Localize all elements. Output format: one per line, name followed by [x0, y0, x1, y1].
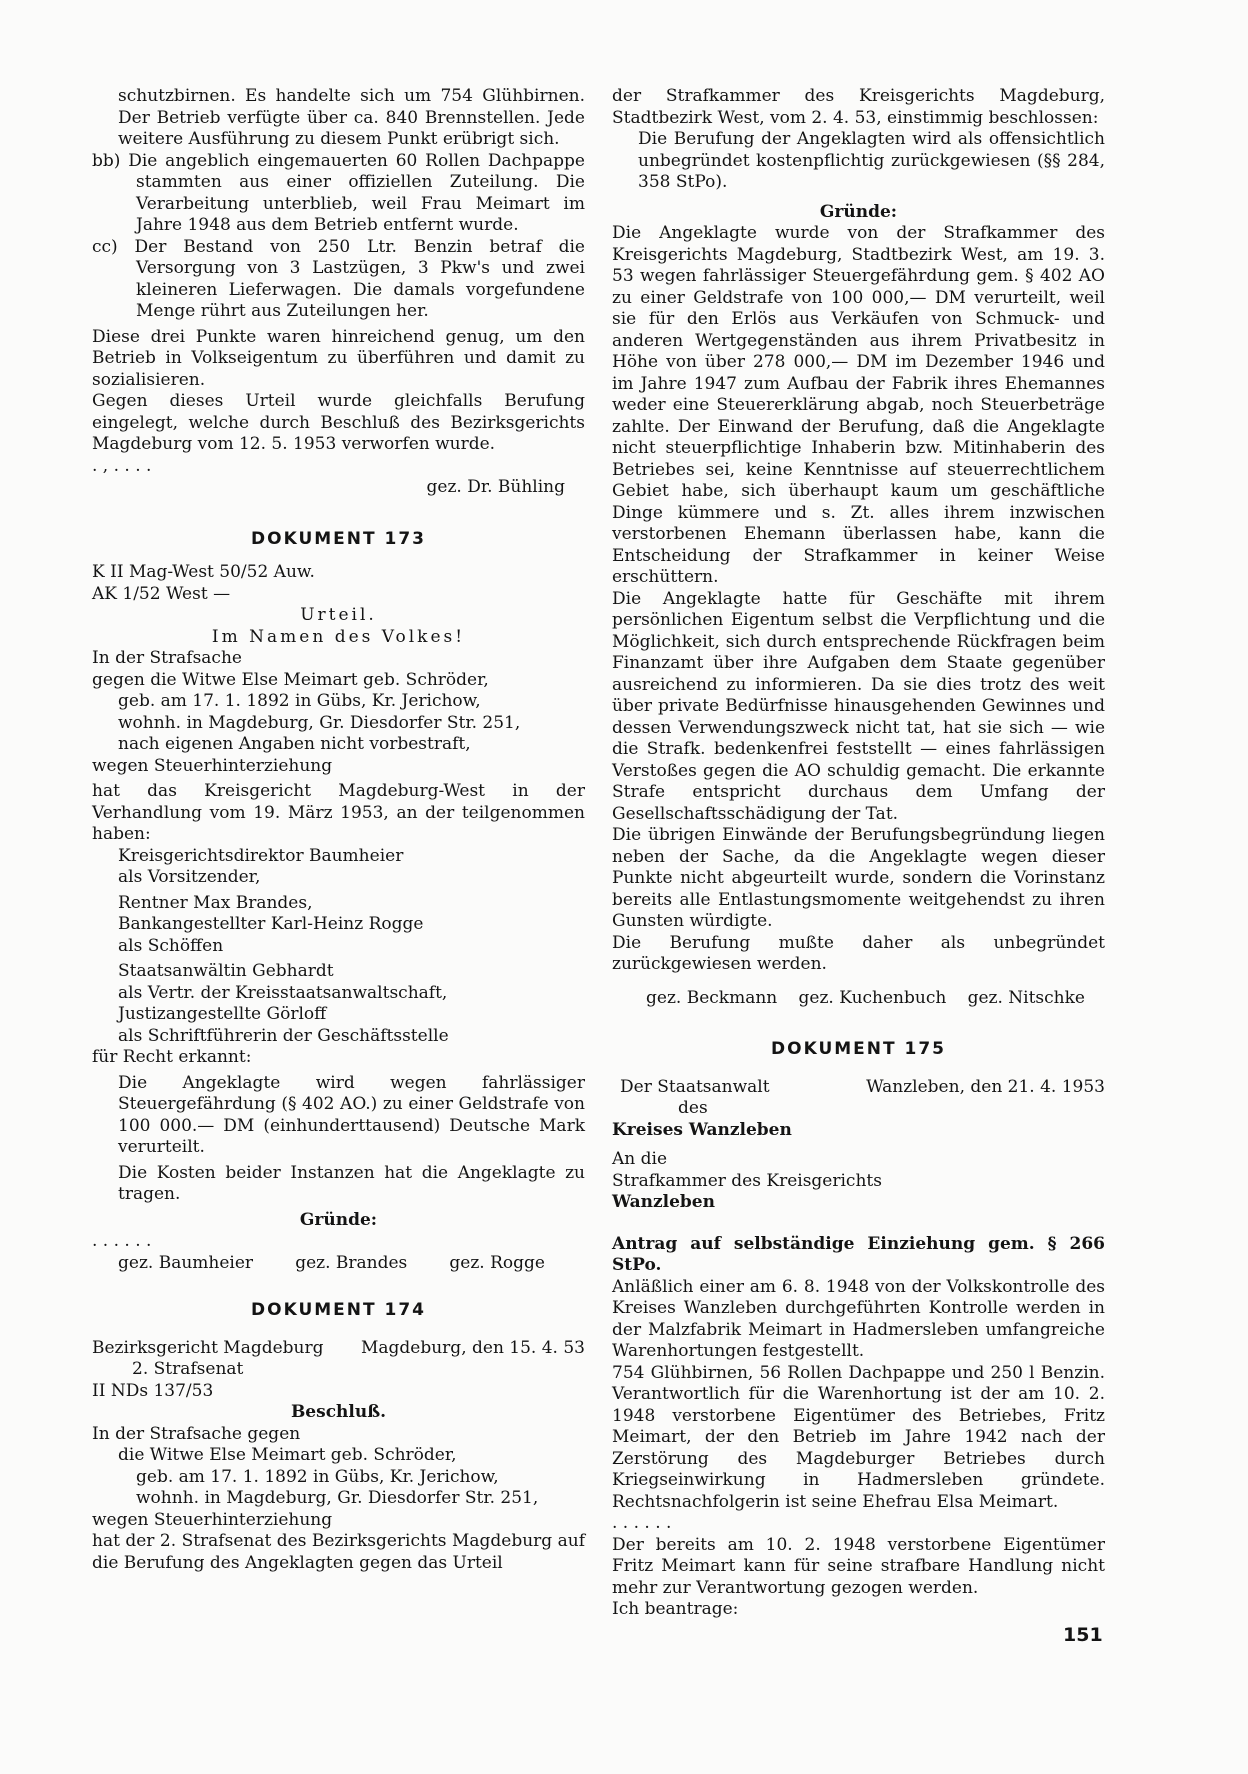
paragraph: hat der 2. Strafsenat des Bezirksgerichts Magdeburg auf die Berufung des Angeklagten gegen das Urteil — [92, 1531, 585, 1573]
section-heading: Beschluß. — [290, 1402, 387, 1422]
member-line: als Schriftführerin der Geschäftsstelle — [118, 1025, 449, 1046]
paragraph: Ich beantrage: — [612, 1599, 739, 1619]
paragraph: Die Angeklagte wurde von der Strafkammer des Kreisgerichts Magdeburg, Stadtbezirk West, am 19. 3. 53 wegen fahrlässiger Steuergefährdung gem. § 402 AO zu einer Geldstrafe von 100 000,— DM verurteilt, weil sie für den Erlös aus Verkäufen von Schmuck- und anderen Wertgegenständen aus ihrem Privatbesitz in Höhe von über 278 000,— DM im Dezember 1946 und im Jahre 1947 zum Aufbau der Fabrik ihres Ehemannes weder eine Steuererklärung abgab, noch Steuerbeträge zahlte. Der Einwand der Berufung, daß die Angeklagte nicht steuerpflichtige Inhaberin bzw. Mitinhaberin des Betriebes sei, keine Kenntnisse auf steuerrechtlichem Gebiet habe, sich überhaupt kaum um geschäftliche Dinge kümmere und s. Zt. alles ihrem inzwischen verstorbenen Ehemann überlassen habe, kann die Entscheidung der Strafkammer in keiner Weise erschüttern. — [612, 223, 1105, 587]
member-line: Justizangestellte Görloff — [118, 1004, 327, 1024]
section-heading: Gründe: — [819, 201, 898, 222]
paragraph: Diese drei Punkte waren hinreichend genug, um den Betrieb in Volkseigentum zu überführen und damit zu sozialisieren. — [92, 326, 585, 390]
text-line: gegen die Witwe Else Meimart geb. Schröder, — [92, 669, 489, 690]
judgment-title: Urteil. — [300, 605, 377, 625]
motion-title: Antrag auf selbständige Einziehung gem. § 266 StPo. — [612, 1233, 1105, 1275]
ellipsis: . . . . . . — [612, 1513, 672, 1533]
file-reference: K II Mag-West 50/52 Auw. — [92, 562, 315, 582]
signature-row — [92, 1253, 585, 1275]
list-item-bb: bb) Die angeblich eingemauerten 60 Rollen Dachpappe stammten aus einer offiziellen Zuteilung. Die Verarbeitung unterblieb, weil Frau Meimart im Jahre 1948 aus dem Betrieb entfernt wurde. — [92, 150, 585, 235]
signature: gez. Kuchenbuch — [798, 987, 947, 1008]
signature: gez. Baumheier — [118, 1252, 254, 1273]
address-line: Strafkammer des Kreisgerichts — [612, 1170, 882, 1191]
paragraph: Die übrigen Einwände der Berufungsbegründung liegen neben der Sache, da die Angeklagte wegen dieser Punkte nicht abgeurteilt wurde, sondern die Vorinstanz bereits alle Entlastungsmomente weitgehendst zu ihren Gunsten würdigte. — [612, 825, 1105, 931]
signature: gez. Rogge — [449, 1252, 545, 1273]
signature: gez. Nitschke — [967, 987, 1085, 1008]
text-line: geb. am 17. 1. 1892 in Gübs, Kr. Jerichow, — [118, 691, 481, 711]
signature: gez. Dr. Bühling — [426, 477, 565, 497]
paragraph: Anläßlich einer am 6. 8. 1948 von der Volkskontrolle des Kreises Wanzleben durchgeführten Kontrolle werden in der Malzfabrik Meimart in Hadmersleben umfangreiche Warenhortungen festgestellt. — [612, 1276, 1105, 1361]
paragraph: hat das Kreisgericht Magdeburg-West in der Verhandlung vom 19. März 1953, an der teilgenommen haben: — [92, 781, 585, 844]
sender-line: des — [678, 1098, 708, 1118]
address-line: An die — [612, 1149, 668, 1169]
paragraph: der Strafkammer des Kreisgerichts Magdeburg, Stadtbezirk West, vom 2. 4. 53, einstimmig beschlossen: — [612, 86, 1105, 128]
ellipsis: . , . . . . — [92, 455, 152, 476]
verdict-paragraph: Die Angeklagte wird wegen fahrlässiger Steuergefährdung (§ 402 AO.) zu einer Geldstrafe von 100 000.— DM (einhunderttausend) Deutsche Mark verurteilt. — [118, 1072, 585, 1157]
list-item-cc: cc) Der Bestand von 250 Ltr. Benzin betraf die Versorgung von 3 Lastzügen, 3 Pkw's und zwei kleineren Lieferwagen. Die damals vorgefundene Menge rührt aus Zuteilungen her. — [92, 236, 585, 321]
text-line: geb. am 17. 1. 1892 in Gübs, Kr. Jerichow, — [136, 1466, 499, 1487]
document-heading: DOKUMENT 173 — [251, 528, 426, 549]
sender-line: Der Staatsanwalt — [620, 1076, 770, 1097]
right-column — [612, 86, 1105, 1621]
text-line: wegen Steuerhinterziehung — [92, 1509, 333, 1530]
address-line: Wanzleben — [612, 1192, 715, 1212]
paragraph: 754 Glühbirnen, 56 Rollen Dachpappe und 250 l Benzin. Verantwortlich für die Warenhortung ist der am 10. 2. 1948 verstorbene Eigentümer des Betriebes, Fritz Meimart, der den Betrieb im Jahre 1942 nach der Zerstörung des Magdeburger Betriebes durch Kriegseinwirkung in Hadmersleben gründete. Rechtsnachfolgerin ist seine Ehefrau Elsa Meimart. — [612, 1362, 1105, 1512]
member-line: Kreisgerichtsdirektor Baumheier — [118, 845, 404, 866]
paragraph: Die Angeklagte hatte für Geschäfte mit ihrem persönlichen Eigentum selbst die Verpflichtung und die Möglichkeit, sich durch entsprechende Rückfragen beim Finanzamt über ihre Aufgaben dem Staate gegenüber ausreichend zu informieren. Da sie dies trotz des weit über private Bedürfnisse hinausgehenden Gewinnes und dessen Verwendungszweck nicht tat, hat sie sich — wie die Strafk. bedenkenfrei feststellt — eines fahrlässigen Verstoßes gegen die AO schuldig gemacht. Die erkannte Strafe entspricht durchaus dem Umfang der Gesellschaftsschädigung der Tat. — [612, 588, 1105, 824]
signature-row — [612, 988, 1105, 1010]
page-number: 151 — [1063, 1624, 1103, 1646]
date: Magdeburg, den 15. 4. 53 — [360, 1337, 585, 1358]
paragraph: Der bereits am 10. 2. 1948 verstorbene Eigentümer Fritz Meimart kann für seine strafbare Handlung nicht mehr zur Verantwortung gezogen werden. — [612, 1534, 1105, 1598]
text-line: wegen Steuerhinterziehung — [92, 755, 333, 776]
member-line: Bankangestellter Karl-Heinz Rogge — [118, 914, 424, 934]
member-line: als Vertr. der Kreisstaatsanwaltschaft, — [118, 982, 448, 1003]
ellipsis: . . . . . . — [92, 1231, 152, 1251]
date: Wanzleben, den 21. 4. 1953 — [866, 1076, 1105, 1097]
member-line: Staatsanwältin Gebhardt — [118, 961, 334, 981]
signature: gez. Beckmann — [646, 987, 778, 1008]
sender-line: Kreises Wanzleben — [612, 1119, 792, 1140]
left-column — [92, 86, 585, 1574]
signature: gez. Brandes — [295, 1252, 408, 1273]
member-line: als Vorsitzender, — [118, 867, 261, 887]
file-reference: AK 1/52 West — — [92, 583, 231, 604]
judgment-formula: Im Namen des Volkes! — [211, 626, 466, 647]
header-row — [612, 1077, 1105, 1142]
paragraph: Die Berufung mußte daher als unbegründet zurückgewiesen werden. — [612, 932, 1105, 974]
text-line: wohnh. in Magdeburg, Gr. Diesdorfer Str. 251, — [136, 1488, 539, 1508]
paragraph: Gegen dieses Urteil wurde gleichfalls Berufung eingelegt, welche durch Beschluß des Bezirksgerichts Magdeburg vom 12. 5. 1953 verworfen wurde. — [92, 391, 585, 454]
sender-block — [612, 1077, 792, 1142]
text-line: wohnh. in Magdeburg, Gr. Diesdorfer Str. 251, — [118, 712, 521, 733]
document-heading: DOKUMENT 174 — [251, 1300, 426, 1320]
text-line: 2. Strafsenat — [132, 1359, 244, 1379]
text-line: In der Strafsache — [92, 648, 242, 668]
section-heading: Gründe: — [299, 1209, 378, 1230]
member-line: Rentner Max Brandes, — [118, 892, 313, 913]
header-row — [92, 1338, 585, 1360]
court-name: Bezirksgericht Magdeburg — [92, 1337, 324, 1358]
member-line: als Schöffen — [118, 935, 224, 956]
document-heading: DOKUMENT 175 — [771, 1039, 946, 1059]
text-line: für Recht erkannt: — [92, 1047, 252, 1067]
text-line: die Witwe Else Meimart geb. Schröder, — [118, 1445, 457, 1465]
verdict-paragraph: Die Kosten beider Instanzen hat die Angeklagte zu tragen. — [118, 1162, 585, 1204]
text-line: nach eigenen Angaben nicht vorbestraft, — [118, 734, 471, 754]
paragraph: schutzbirnen. Es handelte sich um 754 Glühbirnen. Der Betrieb verfügte über ca. 840 Brennstellen. Jede weitere Ausführung zu diesem Punkt erübrigt sich. — [118, 86, 585, 149]
file-reference: II NDs 137/53 — [92, 1380, 214, 1401]
decision-paragraph: Die Berufung der Angeklagten wird als offensichtlich unbegründet kostenpflichtig zurückgewiesen (§§ 284, 358 StPo). — [638, 129, 1105, 192]
text-line: In der Strafsache gegen — [92, 1423, 301, 1444]
